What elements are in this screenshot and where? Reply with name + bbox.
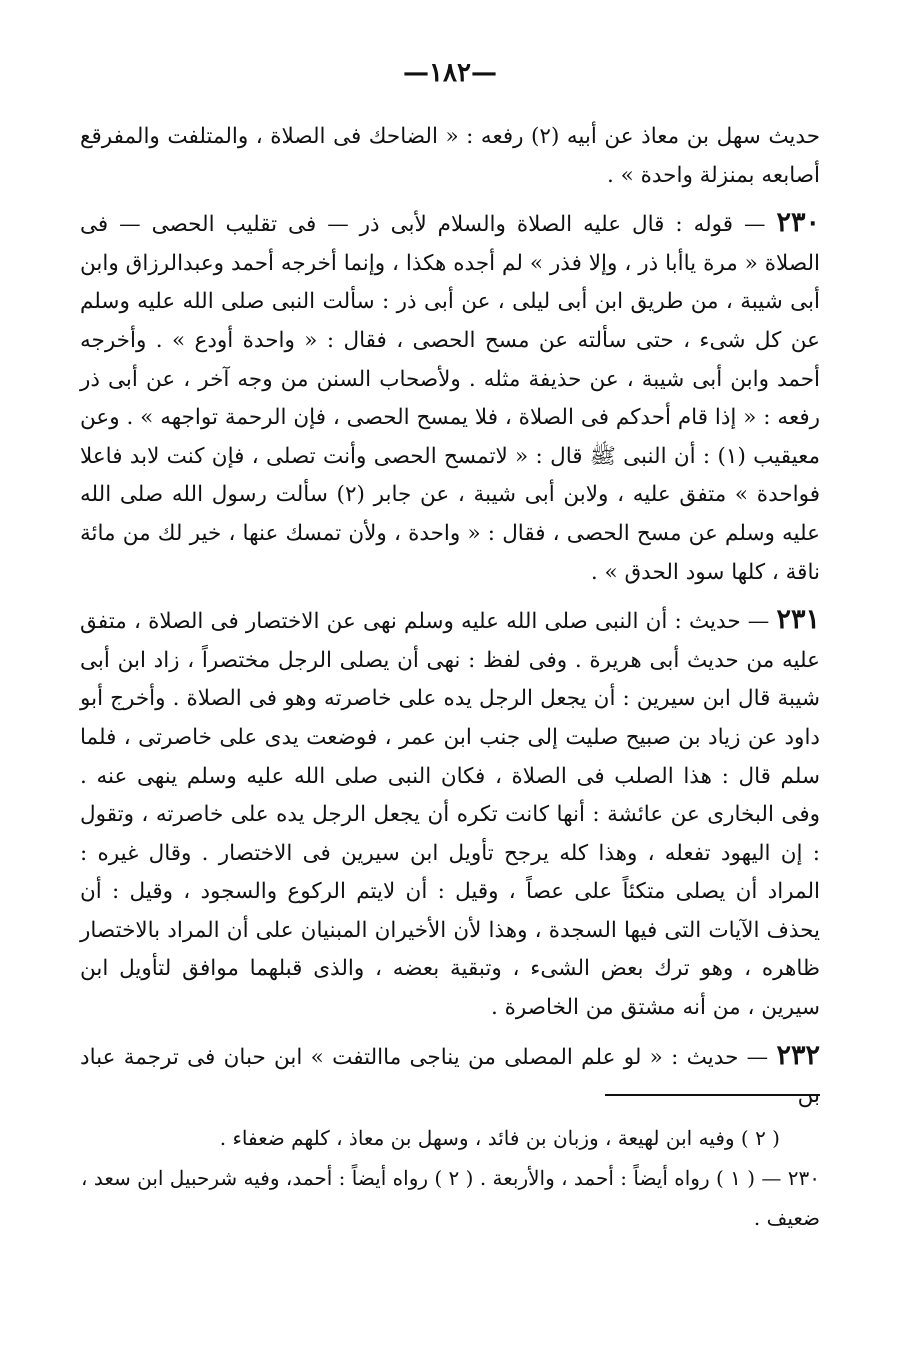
footnote-divider (605, 1094, 820, 1096)
paragraph-231 (80, 601, 820, 1028)
main-text (80, 118, 820, 1116)
entry-number: ٢٣١ (776, 604, 820, 636)
paragraph-230 (80, 204, 820, 592)
page-number: —١٨٢— (403, 58, 497, 88)
paragraph-text: حديث سهل بن معاذ عن أبيه (٢) رفعه : « الضاحك فى الصلاة ، والمتلفت والمفرقع أصابعه بمنزلة واحدة » . (80, 124, 820, 188)
paragraph-text: — حديث : أن النبى صلى الله عليه وسلم نهى عن الاختصار فى الصلاة ، متفق عليه من حديث أبى هريرة . وفى لفظ : نهى أن يصلى الرجل مختصراً ، زاد ابن أبى شيبة قال ابن سيرين : أن يجعل الرجل يده على خاصرته وهو فى الصلاة . وأخرج أبو داود عن زياد بن صبيح صليت إلى جنب ابن عمر ، فوضعت يدى على خاصرتى ، فلما سلم قال : هذا الصلب فى الصلاة ، فكان النبى صلى الله عليه وسلم ينهى عنه . وفى البخارى عن عائشة : أنها كانت تكره أن يجعل الرجل يده على خاصرته ، وتقول : إن اليهود تفعله ، وهذا كله يرجح تأويل ابن سيرين فى الاختصار . وقال غيره : المراد أن يصلى متكئاً على عصاً ، وقيل : أن لايتم الركوع والسجود ، وقيل : أن يحذف الآيات التى فيها السجدة ، وهذا لأن الأخيران المبنيان على أن المراد بالاختصار ظاهره ، وهو ترك بعض الشىء ، وتبقية بعضه ، والذى قبلهما موافق لتأويل ابن سيرين ، من أنه مشتق من الخاصرة . (80, 609, 820, 1021)
entry-number: ٢٣٠ (776, 207, 820, 239)
paragraph-hadith-continuation (80, 118, 820, 195)
footnote: ( ٢ ) وفيه ابن لهيعة ، وزبان بن فائد ، وسهل بن معاذ ، كلهم ضعفاء . (219, 1126, 780, 1150)
footnotes (80, 1118, 820, 1238)
entry-number: ٢٣٢ (776, 1039, 820, 1071)
paragraph-232 (80, 1037, 820, 1116)
footnote: ٢٣٠ — ( ١ ) رواه أيضاً : أحمد ، والأربعة . ( ٢ ) رواه أيضاً : أحمد، وفيه شرحبيل ابن سعد ، ضعيف . (81, 1166, 820, 1230)
paragraph-text: — قوله : قال عليه الصلاة والسلام لأبى ذر — فى تقليب الحصى — فى الصلاة « مرة ياأبا ذر ، وإلا فذر » لم أجده هكذا ، وإنما أخرجه أحمد وعبدالرزاق وابن أبى شيبة ، من طريق ابن أبى ليلى ، عن أبى ذر : سألت النبى صلى الله عليه وسلم عن كل شىء ، حتى سألته عن مسح الحصى ، فقال : « واحدة أودع » . وأخرجه أحمد وابن أبى شيبة ، عن حذيفة مثله . ولأصحاب السنن من وجه آخر ، عن أبى ذر رفعه : « إذا قام أحدكم فى الصلاة ، فلا يمسح الحصى ، فإن الرحمة تواجهه » . وعن معيقيب (١) : أن النبى ﷺ قال : « لاتمسح الحصى وأنت تصلى ، فإن كنت لابد فاعلا فواحدة » متفق عليه ، ولابن أبى شيبة ، عن جابر (٢) سألت رسول الله صلى الله عليه وسلم عن مسح الحصى ، فقال : « واحدة ، ولأن تمسك عنها ، خير لك من مائة ناقة ، كلها سود الحدق » . (80, 212, 820, 585)
paragraph-text: — حديث : « لو علم المصلى من يناجى ماالتفت » ابن حبان فى ترجمة عباد بن (80, 1044, 820, 1109)
